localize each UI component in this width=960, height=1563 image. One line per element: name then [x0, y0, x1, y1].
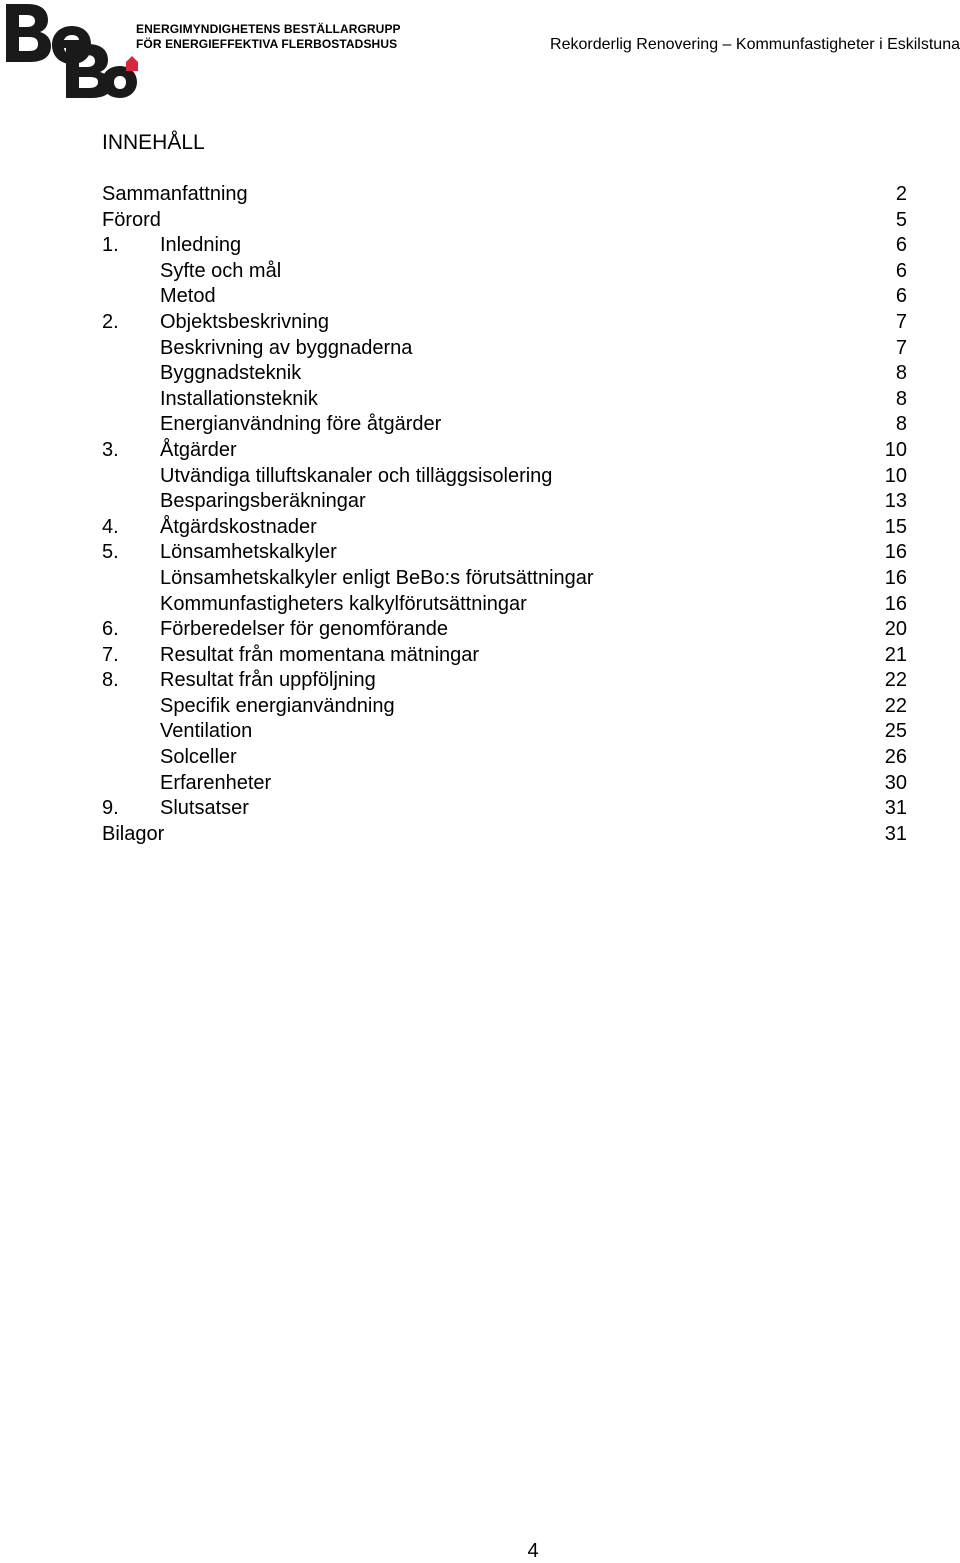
toc-entry-page: 16	[884, 541, 907, 564]
toc-entry-page: 6	[895, 234, 907, 257]
toc-entry-page: 13	[884, 490, 907, 513]
toc-entry-title: Energianvändning före åtgärder	[160, 413, 442, 436]
toc-entry-page: 16	[884, 592, 907, 615]
toc-entry-title: Slutsatser	[160, 797, 249, 820]
toc-entry-number: 9.	[102, 797, 119, 820]
toc-entry-page: 22	[884, 669, 907, 692]
toc-entry[interactable]	[102, 540, 907, 566]
toc-entry[interactable]	[102, 668, 907, 694]
toc-entry-number: 8.	[102, 669, 119, 692]
toc-entry[interactable]	[102, 208, 907, 234]
toc-entry[interactable]	[102, 719, 907, 745]
toc-entry-title: Utvändiga tilluftskanaler och tilläggsisolering	[160, 464, 553, 487]
toc-entry-page: 31	[884, 797, 907, 820]
toc-entry-title: Kommunfastigheters kalkylförutsättningar	[160, 592, 527, 615]
toc-entry-page: 6	[895, 285, 907, 308]
toc-entry-page: 2	[895, 183, 907, 205]
toc-entry-title: Förord	[102, 208, 161, 231]
toc-entry[interactable]	[102, 233, 907, 259]
toc-entry-page: 7	[895, 336, 907, 359]
toc-entry-title: Installationsteknik	[160, 387, 318, 410]
toc-entry-title: Inledning	[160, 234, 242, 257]
toc-entry-page: 22	[884, 694, 907, 717]
toc-entry-title: Besparingsberäkningar	[160, 490, 366, 513]
toc-entry-page: 5	[895, 208, 907, 231]
toc-entry[interactable]	[102, 515, 907, 541]
toc-entry-number: 4.	[102, 515, 119, 538]
toc-entry-title: Metod	[160, 285, 216, 308]
toc-entry-page: 10	[884, 464, 907, 487]
toc-entry[interactable]	[102, 566, 907, 592]
toc-entry[interactable]	[102, 464, 907, 490]
toc-entry-title: Sammanfattning	[102, 183, 248, 205]
toc-entry-number: 1.	[102, 234, 119, 257]
toc-entry-title: Syfte och mål	[160, 259, 282, 282]
toc-entry[interactable]	[102, 412, 907, 438]
toc-entry-number: 5.	[102, 541, 119, 564]
toc-entry-page: 6	[895, 259, 907, 282]
toc-entry-title: Beskrivning av byggnaderna	[160, 336, 413, 359]
toc-entry-title: Förberedelser för genomförande	[160, 618, 448, 641]
toc-entry-number: 7.	[102, 643, 119, 666]
toc-entry-page: 8	[895, 362, 907, 385]
toc-entry[interactable]	[102, 489, 907, 515]
org-line-2: FÖR ENERGIEFFEKTIVA FLERBOSTADSHUS	[136, 37, 398, 51]
toc-entry[interactable]	[102, 745, 907, 771]
org-line-1: ENERGIMYNDIGHETENS BESTÄLLARGRUPP	[136, 22, 401, 36]
toc-entry[interactable]	[102, 438, 907, 464]
toc-entry-page: 7	[895, 310, 907, 333]
toc-entry-title: Ventilation	[160, 720, 253, 743]
toc-entry-page: 16	[884, 566, 907, 589]
toc-entry-page: 26	[884, 746, 907, 769]
toc-entry-title: Lönsamhetskalkyler enligt BeBo:s förutsättningar	[160, 566, 594, 589]
toc-entry-title: Erfarenheter	[160, 771, 272, 794]
organization-name	[136, 22, 401, 52]
toc-entry-page: 31	[884, 822, 907, 845]
toc-entry[interactable]	[102, 694, 907, 720]
toc-entry[interactable]	[102, 310, 907, 336]
toc-entry-title: Lönsamhetskalkyler	[160, 541, 337, 564]
toc-entry-title: Solceller	[160, 746, 237, 769]
document-title: Rekorderlig Renovering – Kommunfastigheter i Eskilstuna	[550, 36, 960, 53]
toc-entry-title: Specifik energianvändning	[160, 694, 395, 717]
toc-entry-page: 25	[884, 720, 907, 743]
toc-entry[interactable]	[102, 796, 907, 822]
toc-entry-page: 21	[884, 643, 907, 666]
toc-entry-title: Objektsbeskrivning	[160, 310, 329, 333]
toc-entry[interactable]	[102, 592, 907, 618]
toc-entry-page: 30	[884, 771, 907, 794]
toc-entry-page: 20	[884, 618, 907, 641]
toc-entry-number: 2.	[102, 310, 119, 333]
toc-entry-page: 8	[895, 413, 907, 436]
bebo-logo	[2, 0, 138, 100]
toc-entry[interactable]	[102, 771, 907, 797]
page-number: 4	[527, 1540, 539, 1562]
toc-entry[interactable]	[102, 387, 907, 413]
toc-entry-title: Byggnadsteknik	[160, 362, 302, 385]
toc-entry-title: Åtgärdskostnader	[160, 515, 317, 538]
toc-entry[interactable]	[102, 284, 907, 310]
toc-entry-title: Resultat från uppföljning	[160, 669, 376, 692]
toc-heading: INNEHÅLL	[102, 131, 205, 154]
toc-entry[interactable]	[102, 259, 907, 285]
toc-entry-number: 6.	[102, 618, 119, 641]
toc-entry[interactable]	[102, 182, 907, 208]
toc-entry-title: Bilagor	[102, 822, 165, 845]
toc-entry[interactable]	[102, 361, 907, 387]
toc-entry-page: 10	[884, 438, 907, 461]
toc-entry-page: 15	[884, 515, 907, 538]
toc-entry-title: Åtgärder	[160, 438, 237, 461]
toc-entry-title: Resultat från momentana mätningar	[160, 643, 480, 666]
toc-entry[interactable]	[102, 643, 907, 669]
toc-entry[interactable]	[102, 822, 907, 848]
toc-entry-number: 3.	[102, 438, 119, 461]
toc-entry[interactable]	[102, 617, 907, 643]
table-of-contents	[102, 182, 907, 847]
toc-entry[interactable]	[102, 336, 907, 362]
toc-entry-page: 8	[895, 387, 907, 410]
